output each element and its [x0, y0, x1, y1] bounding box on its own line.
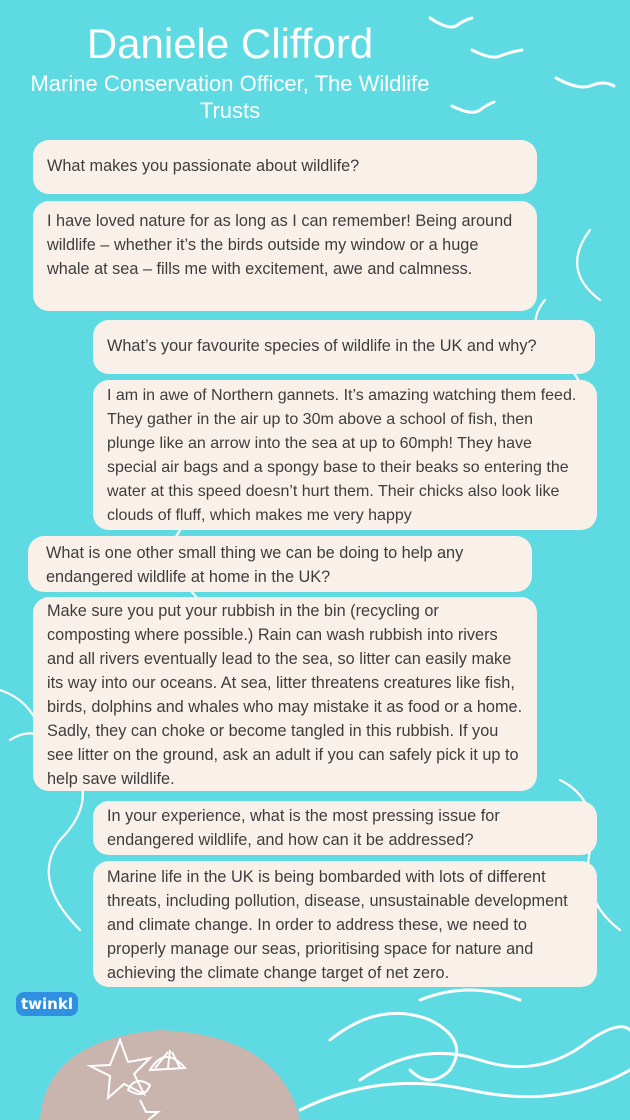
question-bubble-2: What’s your favourite species of wildlife in the UK and why?: [93, 320, 595, 374]
question-bubble-4: In your experience, what is the most pressing issue for endangered wildlife, and how can it be addressed?: [93, 801, 597, 855]
answer-bubble-1: I have loved nature for as long as I can remember! Being around wildlife – whether it’s the birds outside my window or a huge whale at sea – fills me with excitement, awe and calmness.: [33, 201, 537, 311]
twinkl-logo: twinkl: [16, 992, 78, 1016]
page-subtitle: Marine Conservation Officer, The Wildlife Trusts: [30, 71, 430, 123]
answer-bubble-4: Marine life in the UK is being bombarded with lots of different threats, including pollution, disease, unsustainable development and climate change. In order to address these, we need to properly manage our seas, prioritising space for nature and achieving the climate change target of net zero.: [93, 861, 597, 987]
sand-mound: [40, 1030, 300, 1120]
answer-bubble-2: I am in awe of Northern gannets. It’s amazing watching them feed. They gather in the air up to 30m above a school of fish, then plunge like an arrow into the sea at up to 60mph! They have special air bags and a spongy base to their beaks so entering the water at this speed doesn’t hurt them. Their chicks also look like clouds of fluff, which makes me very happy: [93, 380, 597, 530]
shell-icons: [90, 1040, 185, 1120]
question-bubble-1: What makes you passionate about wildlife?: [33, 140, 537, 194]
wave-lines: [300, 990, 630, 1110]
page-title: Daniele Clifford: [86, 20, 374, 67]
answer-bubble-3: Make sure you put your rubbish in the bin (recycling or composting where possible.) Rain can wash rubbish into rivers and all rivers eventually lead to the sea, so litter can easily make its way into our oceans. At sea, litter threatens creatures like fish, birds, dolphins and whales who may mistake it as food or a home. Sadly, they can choke or become tangled in this rubbish. If you see litter on the ground, ask an adult if you can safely pick it up to help save wildlife.: [33, 597, 537, 791]
question-bubble-3: What is one other small thing we can be doing to help any endangered wildlife at home in the UK?: [28, 536, 532, 592]
